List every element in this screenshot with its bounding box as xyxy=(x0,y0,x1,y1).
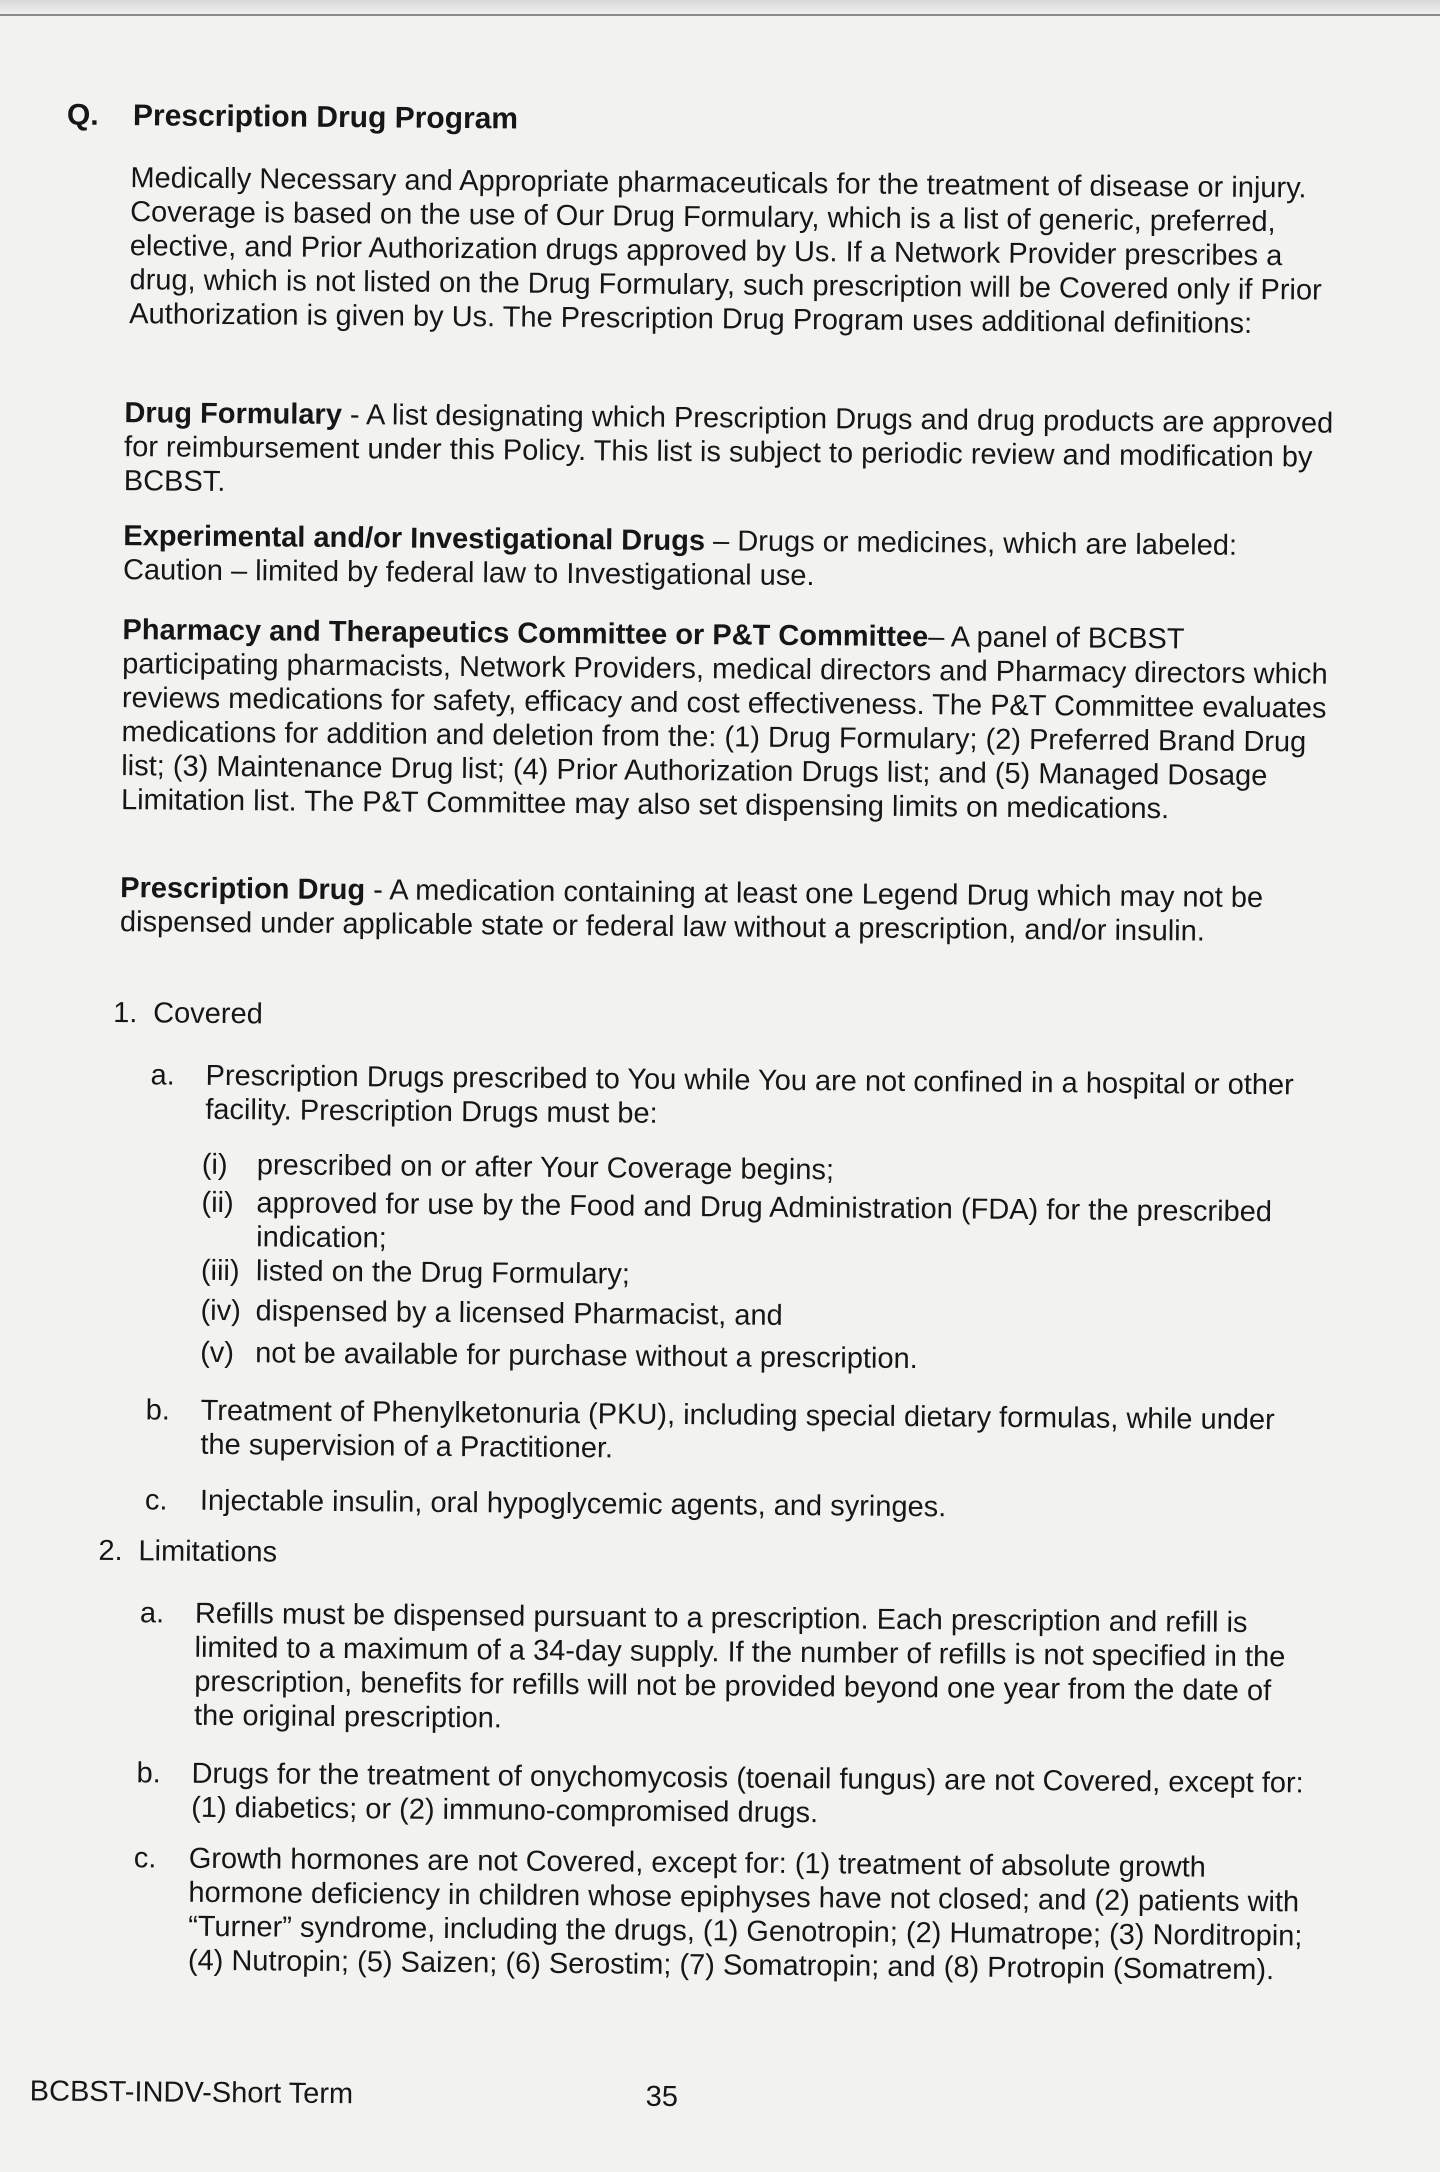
subitem-numeral: (i) xyxy=(201,1148,228,1182)
footer-page-number: 35 xyxy=(645,2080,679,2113)
definition-text: - A medication containing at least one Legend Drug which may not be dispensed under applicable state or federal law without a prescription, and/or insulin. xyxy=(119,874,1264,948)
definition-pt-committee xyxy=(121,613,1338,828)
item-letter: c. xyxy=(133,1842,157,1875)
subitem-numeral: (ii) xyxy=(201,1186,234,1220)
covered-heading xyxy=(113,996,263,1031)
definition-text: - A list designating which Prescription Drugs and drug products are approved for reimbursement under this Policy. This list is subject to periodic review and modification by BCBST. xyxy=(123,399,1334,498)
subitem-text: listed on the Drug Formulary; xyxy=(255,1255,630,1291)
limitations-item-c xyxy=(133,1841,1324,1987)
section-heading xyxy=(67,99,518,137)
footer-document-id: BCBST-INDV-Short Term xyxy=(29,2075,354,2111)
definition-experimental-drugs xyxy=(123,519,1339,598)
item-letter: a. xyxy=(150,1059,175,1092)
limitations-heading xyxy=(98,1534,277,1570)
item-letter: a. xyxy=(139,1597,165,1630)
limitations-number: 2. xyxy=(98,1534,123,1568)
item-text: Prescription Drugs prescribed to You while You are not confined in a hospital or other facility. Prescription Drugs must be: xyxy=(205,1059,1294,1130)
covered-item-b xyxy=(145,1393,1336,1465)
definition-drug-formulary xyxy=(124,396,1340,509)
limitations-title: Limitations xyxy=(138,1535,278,1569)
covered-number: 1. xyxy=(113,997,138,1030)
subitem-text: dispensed by a licensed Pharmacist, and xyxy=(255,1295,783,1332)
definition-text: – Drugs or medicines, which are labeled: Caution – limited by federal law to Investigational use. xyxy=(122,525,1238,593)
covered-title: Covered xyxy=(153,997,263,1031)
covered-subitem-i xyxy=(201,1148,1332,1187)
definition-term: Pharmacy and Therapeutics Committee or P&T Committee xyxy=(122,614,929,654)
subitem-numeral: (iv) xyxy=(200,1294,241,1328)
definition-prescription-drug xyxy=(120,871,1336,950)
item-text: Refills must be dispensed pursuant to a prescription. Each prescription and refill is limited to a maximum of a 34-day supply. If the number of refills is not specified in the prescription, benefits for refills will not be provided beyond one year from the date of the original prescription. xyxy=(193,1597,1286,1735)
section-intro: Medically Necessary and Appropriate pharmaceuticals for the treatment of disease or injury. Coverage is based on the use of Our Drug Formulary, which is a list of generic, preferred, elective, and Prior Authorization drugs approved by Us. If a Network Provider prescribes a drug, which is not listed on the Drug Formulary, such prescription will be Covered only if Prior Authorization is given by Us. The Prescription Drug Program uses additional definitions: xyxy=(129,162,1322,340)
section-letter: Q. xyxy=(66,98,99,132)
subitem-text: not be available for purchase without a prescription. xyxy=(255,1337,918,1376)
definition-term: Drug Formulary xyxy=(124,397,343,431)
item-text: Drugs for the treatment of onychomycosis (toenail fungus) are not Covered, except for: (1) diabetics; or (2) immuno-compromised drugs. xyxy=(191,1757,1304,1830)
item-letter: c. xyxy=(144,1484,168,1517)
definition-text: – A panel of BCBST participating pharmacists, Network Providers, medical directors and Pharmacy directors which reviews medications for safety, efficacy and cost effectiveness. The P&T Committee evaluates medications for addition and deletion from the: (1) Drug Formulary; (2) Preferred Brand Drug list; (3) Maintenance Drug list; (4) Prior Authorization Drugs list; and (5) Managed Dosage Limitation list. The P&T Committee may also set dispensing limits on medications. xyxy=(120,621,1328,826)
covered-item-c xyxy=(144,1483,1335,1524)
limitations-item-b xyxy=(136,1756,1327,1830)
subitem-text: prescribed on or after Your Coverage begins; xyxy=(256,1149,835,1187)
item-text: Injectable insulin, oral hypoglycemic agents, and syringes. xyxy=(199,1484,947,1524)
subitem-numeral: (v) xyxy=(200,1336,235,1370)
subitem-text: approved for use by the Food and Drug Administration (FDA) for the prescribed indication; xyxy=(256,1187,1273,1255)
subitem-numeral: (iii) xyxy=(200,1254,240,1288)
covered-subitem-v xyxy=(200,1336,1330,1376)
covered-item-a xyxy=(150,1058,1341,1130)
definition-term: Experimental and/or Investigational Drugs xyxy=(123,520,706,558)
item-text: Growth hormones are not Covered, except for: (1) treatment of absolute growth hormone deficiency in children whose epiphyses have not closed; and (2) patients with “Turner” syndrome, including the drugs, (1) Genotropin; (2) Humatrope; (3) Norditropin; (4) Nutropin; (5) Saizen; (6) Serostim; (7) Somatropin; and (8) Protropin (Somatrem). xyxy=(187,1842,1303,1987)
definition-term: Prescription Drug xyxy=(120,872,366,907)
item-letter: b. xyxy=(145,1394,171,1427)
item-letter: b. xyxy=(136,1757,161,1790)
limitations-item-a xyxy=(139,1596,1330,1735)
item-text: Treatment of Phenylketonuria (PKU), including special dietary formulas, while under the supervision of a Practitioner. xyxy=(200,1394,1275,1465)
section-title: Prescription Drug Program xyxy=(132,99,519,136)
